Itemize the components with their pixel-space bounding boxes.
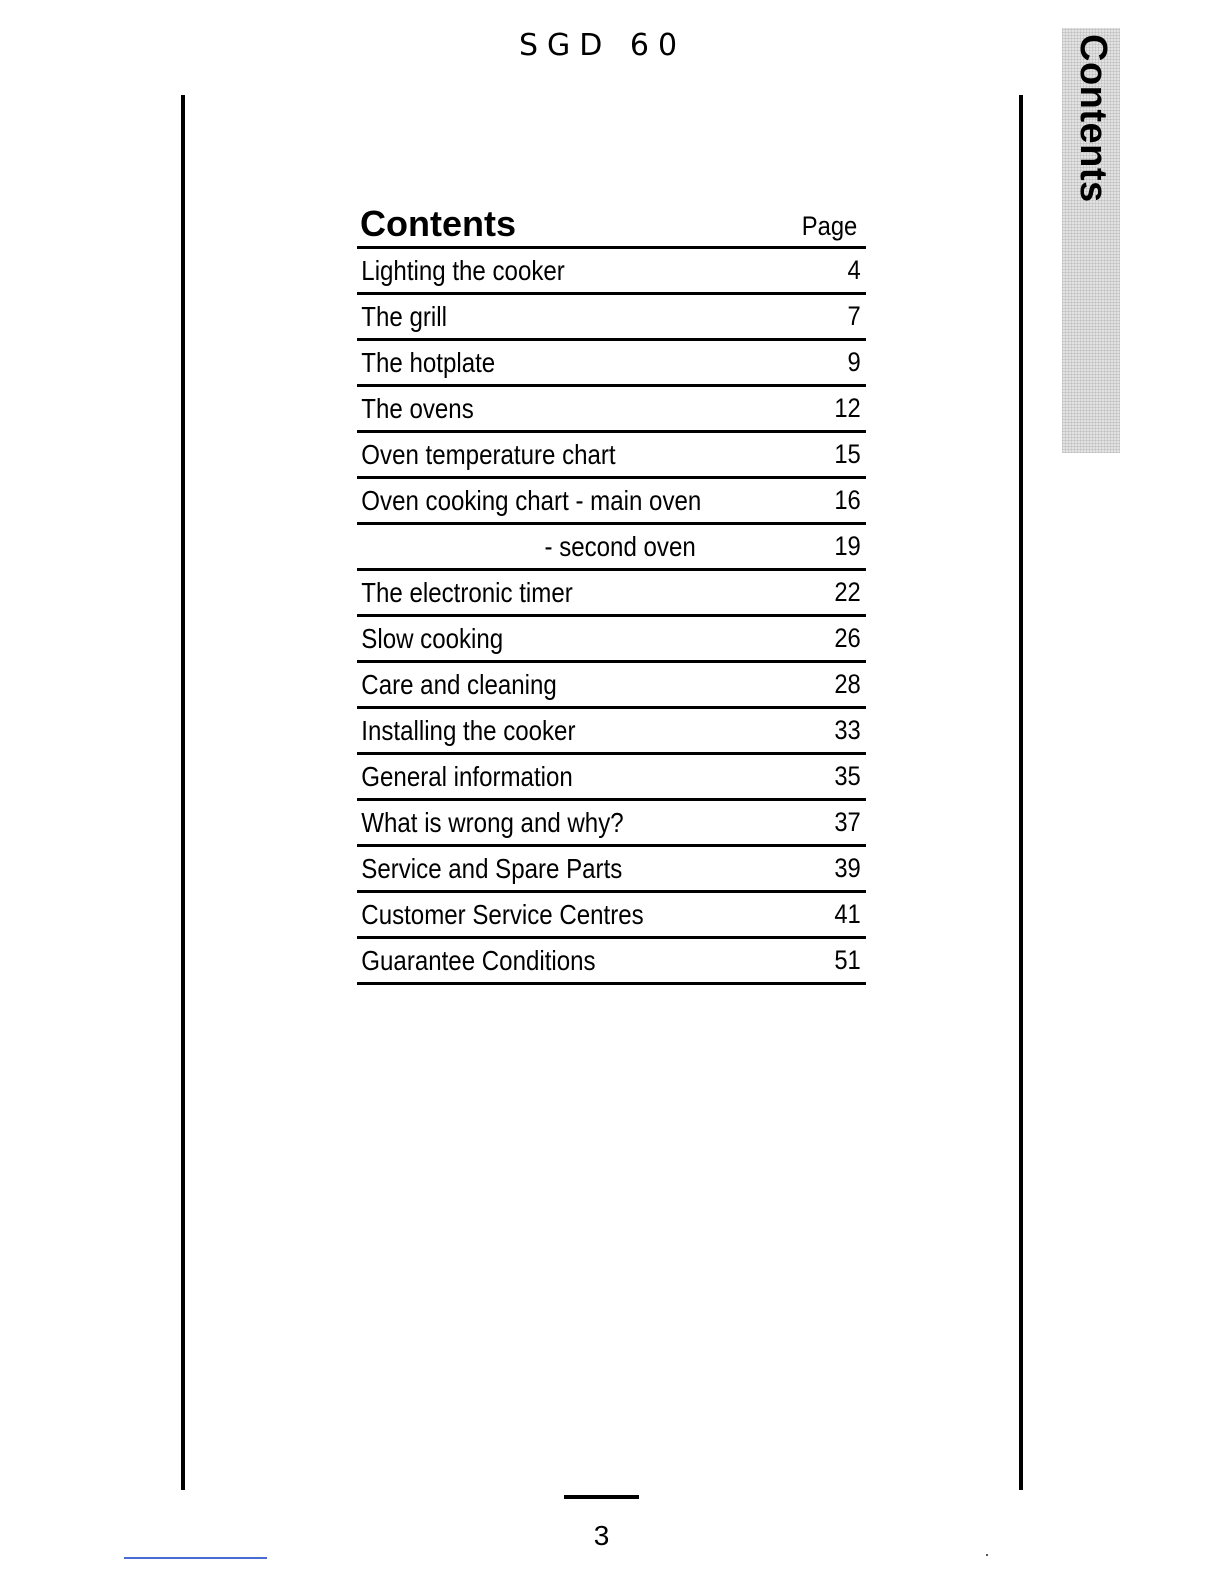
toc-entry-title: The hotplate	[361, 346, 496, 378]
toc-entry-page: 51	[834, 945, 861, 975]
page-number-rule	[564, 1495, 639, 1499]
toc-entry-page: 35	[834, 761, 861, 791]
toc-entry-title: Service and Spare Parts	[361, 852, 623, 884]
toc-entry	[357, 479, 866, 525]
toc-entry-title: The ovens	[361, 392, 474, 424]
toc-entry	[357, 341, 866, 387]
toc-entry	[357, 433, 866, 479]
toc-entry-title: What is wrong and why?	[361, 806, 624, 838]
toc-entry-page: 19	[834, 531, 861, 561]
toc-entry-title: General information	[361, 760, 573, 792]
toc-entry-page: 22	[834, 577, 861, 607]
toc-entry-title: - second oven	[544, 530, 696, 562]
toc-entry	[357, 617, 866, 663]
toc-entry	[357, 387, 866, 433]
toc-entry	[357, 939, 866, 985]
toc-entry	[357, 709, 866, 755]
toc-title: Contents	[360, 203, 516, 244]
toc-entry	[357, 847, 866, 893]
scan-speck	[986, 1554, 988, 1556]
toc-entry-title: Guarantee Conditions	[361, 944, 596, 976]
toc-entry-page: 33	[834, 715, 861, 745]
toc-entry-page: 9	[847, 347, 861, 377]
toc-entry-title: Oven temperature chart	[361, 438, 616, 470]
toc-entry-page: 4	[847, 255, 861, 285]
toc-entry	[357, 893, 866, 939]
toc-entry-page: 7	[847, 301, 861, 331]
toc-entry-title: The electronic timer	[361, 576, 573, 608]
toc-entry-title: Care and cleaning	[361, 668, 557, 700]
toc-entry	[357, 571, 866, 617]
toc-entry-title: Oven cooking chart - main oven	[361, 484, 702, 516]
toc-entry-title: Installing the cooker	[361, 714, 576, 746]
toc-entry-page: 37	[834, 807, 861, 837]
table-of-contents	[357, 198, 866, 985]
toc-entry-title: Lighting the cooker	[361, 254, 565, 286]
right-margin-rule	[1019, 95, 1023, 1490]
toc-entry	[357, 663, 866, 709]
toc-entry-page: 26	[834, 623, 861, 653]
left-margin-rule	[181, 95, 185, 1490]
toc-entry-page: 12	[834, 393, 861, 423]
toc-entry-title: Customer Service Centres	[361, 898, 644, 930]
section-side-tab	[1062, 28, 1120, 453]
toc-entry	[357, 801, 866, 847]
toc-entry-page: 28	[834, 669, 861, 699]
toc-entry-title: The grill	[361, 300, 447, 332]
model-header: SGD 60	[518, 28, 687, 63]
page-number: 3	[593, 1520, 610, 1551]
toc-entry-page: 39	[834, 853, 861, 883]
bottom-underline-artifact	[124, 1557, 267, 1559]
toc-entry	[357, 755, 866, 801]
toc-header	[357, 198, 866, 249]
side-tab-label: Contents	[1072, 34, 1114, 203]
toc-entry-page: 15	[834, 439, 861, 469]
toc-subentry	[357, 525, 866, 571]
toc-page-column-label: Page	[801, 211, 858, 241]
toc-entry-page: 41	[834, 899, 861, 929]
toc-entry-page: 16	[834, 485, 861, 515]
toc-entry	[357, 249, 866, 295]
toc-entry-title: Slow cooking	[361, 622, 504, 654]
toc-entry	[357, 295, 866, 341]
